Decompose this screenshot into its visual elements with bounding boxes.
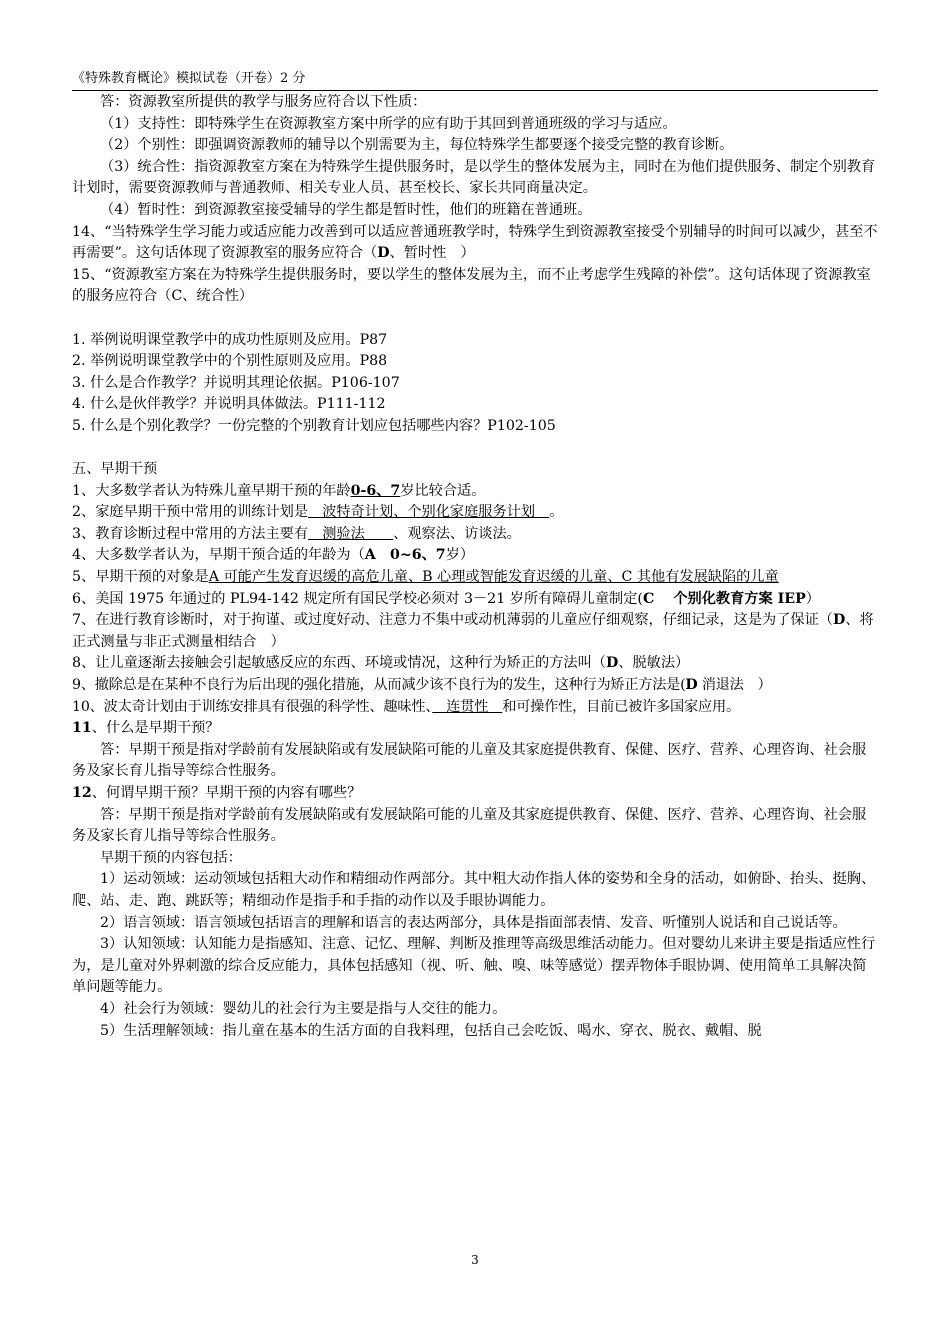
s5-q5-answer-b: B 心理或智能发育迟缓的儿童 — [422, 569, 608, 586]
page-header — [72, 70, 878, 91]
s5-q9-answer: D — [685, 677, 698, 694]
s5-question-1: 1、大多数学者认为特殊儿童早期干预的年龄0-6、7岁比较合适。 — [72, 482, 486, 499]
s5-question-10: 10、波太奇计划由于训练安排具有很强的科学性、趣味性、 连贯性 和可操作性，目前已被许多国家应用。 — [72, 698, 740, 715]
s5-question-2: 2、家庭早期干预中常用的训练计划是 波特奇计划、个别化家庭服务计划 。 — [72, 504, 564, 521]
s5-question-12: 12、何谓早期干预？早期干预的内容有哪些？ — [72, 785, 362, 801]
answer-13-item-4: （4）暂时性：到资源教室接受辅导的学生都是暂时性，他们的班籍在普通班。 — [100, 201, 592, 218]
spacer — [72, 438, 878, 460]
question-15: 15、“资源教室方案在为特殊学生提供服务时，要以学生的整体发展为主，而不止考虑学生残障的补偿”。这句话体现了资源教室的服务应符合（C、统合性） — [72, 266, 871, 305]
s5-question-4: 4、大多数学者认为，早期干预合适的年龄为（A 0~6、7岁） — [72, 547, 475, 564]
answer-13-item-2: （2）个别性：即强调资源教师的辅导以个别需要为主，每位特殊学生都要逐个接受完整的教育诊断。 — [100, 137, 734, 154]
s5-q5-answer-c: C 其他有发展缺陷的儿童 — [621, 569, 779, 586]
s5-q6-answer: C 个别化教育方案 IEP — [642, 590, 806, 607]
s5-content-intro: 早期干预的内容包括： — [100, 849, 242, 866]
s5-question-8: 8、让儿童逐渐去接触会引起敏感反应的东西、环境或情况，这种行为矫正的方法叫（D、脱敏法） — [72, 655, 690, 672]
list-item: 4. 什么是伙伴教学？并说明具体做法。P111-112 — [72, 396, 386, 413]
list-item: 1. 举例说明课堂教学中的成功性原则及应用。P87 — [72, 331, 388, 348]
answer-13-intro: 答：资源教室所提供的教学与服务应符合以下性质： — [100, 94, 427, 110]
question-14: 14、“当特殊学生学习能力或适应能力改善到可以适应普通班教学时，特殊学生到资源教室接受个别辅导的时间可以减少，甚至不再需要”。这句话体现了资源教室的服务应符合（D、暂时性 ） — [72, 223, 878, 262]
q15-answer: C、统合性） — [171, 288, 254, 305]
s5-question-9: 9、撤除总是在某种不良行为后出现的强化措施，从而减少该不良行为的发生，这种行为矫正方法是(D 消退法 ） — [72, 677, 772, 694]
s5-q10-answer: 连贯性 — [432, 698, 503, 715]
s5-content-2: 2）语言领域：语言领域包括语言的理解和语言的表达两部分，具体是指面部表情、发音、听懂别人说话和自己说话等。 — [100, 914, 847, 931]
list-item: 3. 什么是合作教学？并说明其理论依据。P106-107 — [72, 374, 400, 391]
s5-q8-answer: D — [605, 655, 619, 672]
document-body — [72, 92, 878, 1042]
answer-13-item-3: （3）统合性：指资源教室方案在为特殊学生提供服务时，是以学生的整体发展为主，同时在为他们提供服务、制定个别教育计划时，需要资源教师与普通教师、相关专业人员、甚至校长、家长共同商量决定。 — [72, 158, 876, 197]
q14-answer-letter: D — [377, 245, 390, 262]
spacer — [72, 308, 878, 330]
page-number: 3 — [471, 1253, 479, 1267]
s5-q4-answer: A 0~6、7 — [364, 547, 446, 564]
answer-13-item-1: （1）支持性：即特殊学生在资源教室方案中所学的应有助于其回到普通班级的学习与适应。 — [100, 115, 677, 132]
s5-q7-answer: D — [832, 612, 846, 629]
s5-question-7: 7、在进行教育诊断时，对于拘谨、或过度好动、注意力不集中或动机薄弱的儿童应仔细观察，仔细记录，这是为了保证（D、将正式测量与非正式测量相结合 ） — [72, 612, 874, 650]
s5-content-4: 4）社会行为领域：婴幼儿的社会行为主要是指与人交往的能力。 — [100, 1000, 507, 1017]
s5-question-3: 3、教育诊断过程中常用的方法主要有 测验法 、观察法、访谈法。 — [72, 525, 521, 542]
s5-question-11: 11、什么是早期干预？ — [72, 720, 220, 737]
s5-answer-11: 答：早期干预是指对学龄前有发展缺陷或有发展缺陷可能的儿童及其家庭提供教育、保健、医疗、营养、心理咨询、社会服务及家长育儿指导等综合性服务。 — [72, 741, 867, 780]
list-item: 2. 举例说明课堂教学中的个别性原则及应用。P88 — [72, 353, 388, 370]
list-item: 5. 什么是个别化教学？一份完整的个别教育计划应包括哪些内容？P102-105 — [72, 417, 556, 434]
s5-content-5: 5）生活理解领域：指儿童在基本的生活方面的自我料理，包括自己会吃饭、喝水、穿衣、脱衣、戴帽、脱 — [100, 1022, 762, 1039]
section-5-title: 五、早期干预 — [72, 461, 158, 478]
s5-answer-12: 答：早期干预是指对学龄前有发展缺陷或有发展缺陷可能的儿童及其家庭提供教育、保健、医疗、营养、心理咨询、社会服务及家长育儿指导等综合性服务。 — [72, 806, 867, 845]
s5-content-1: 1）运动领域：运动领域包括粗大动作和精细动作两部分。其中粗大动作指人体的姿势和全身的活动，如俯卧、抬头、挺胸、爬、站、走、跑、跳跃等；精细动作是指手和手指的动作以及手眼协调能力。 — [72, 871, 876, 909]
s5-content-3: 3）认知领域：认知能力是指感知、注意、记忆、理解、判断及推理等高级思维活动能力。但对婴幼儿来讲主要是指适应性行为，是儿童对外界刺激的综合反应能力，具体包括感知（视、听、触、嗅、味等感觉）摆弄物体手眼协调、使用简单工具解决简单问题等能力。 — [72, 936, 876, 996]
s5-q5-answer-a: A 可能产生发育迟缓的高危儿童、 — [208, 569, 423, 586]
s5-question-5: 5、早期干预的对象是A 可能产生发育迟缓的高危儿童、B 心理或智能发育迟缓的儿童、C 其他有发展缺陷的儿童 — [72, 569, 779, 586]
s5-q3-answer: 测验法 — [308, 525, 394, 542]
s5-question-6: 6、美国 1975 年通过的 PL94-142 规定所有国民学校必须对 3－21 岁所有障碍儿童制定(C 个别化教育方案 IEP） — [72, 590, 820, 607]
s5-q2-answer: 波特奇计划、个别化家庭服务计划 — [308, 504, 550, 521]
s5-q1-answer: 0-6、7 — [350, 482, 401, 499]
header-title: 《特殊教育概论》模拟试卷（开卷）2 分 — [72, 71, 306, 86]
